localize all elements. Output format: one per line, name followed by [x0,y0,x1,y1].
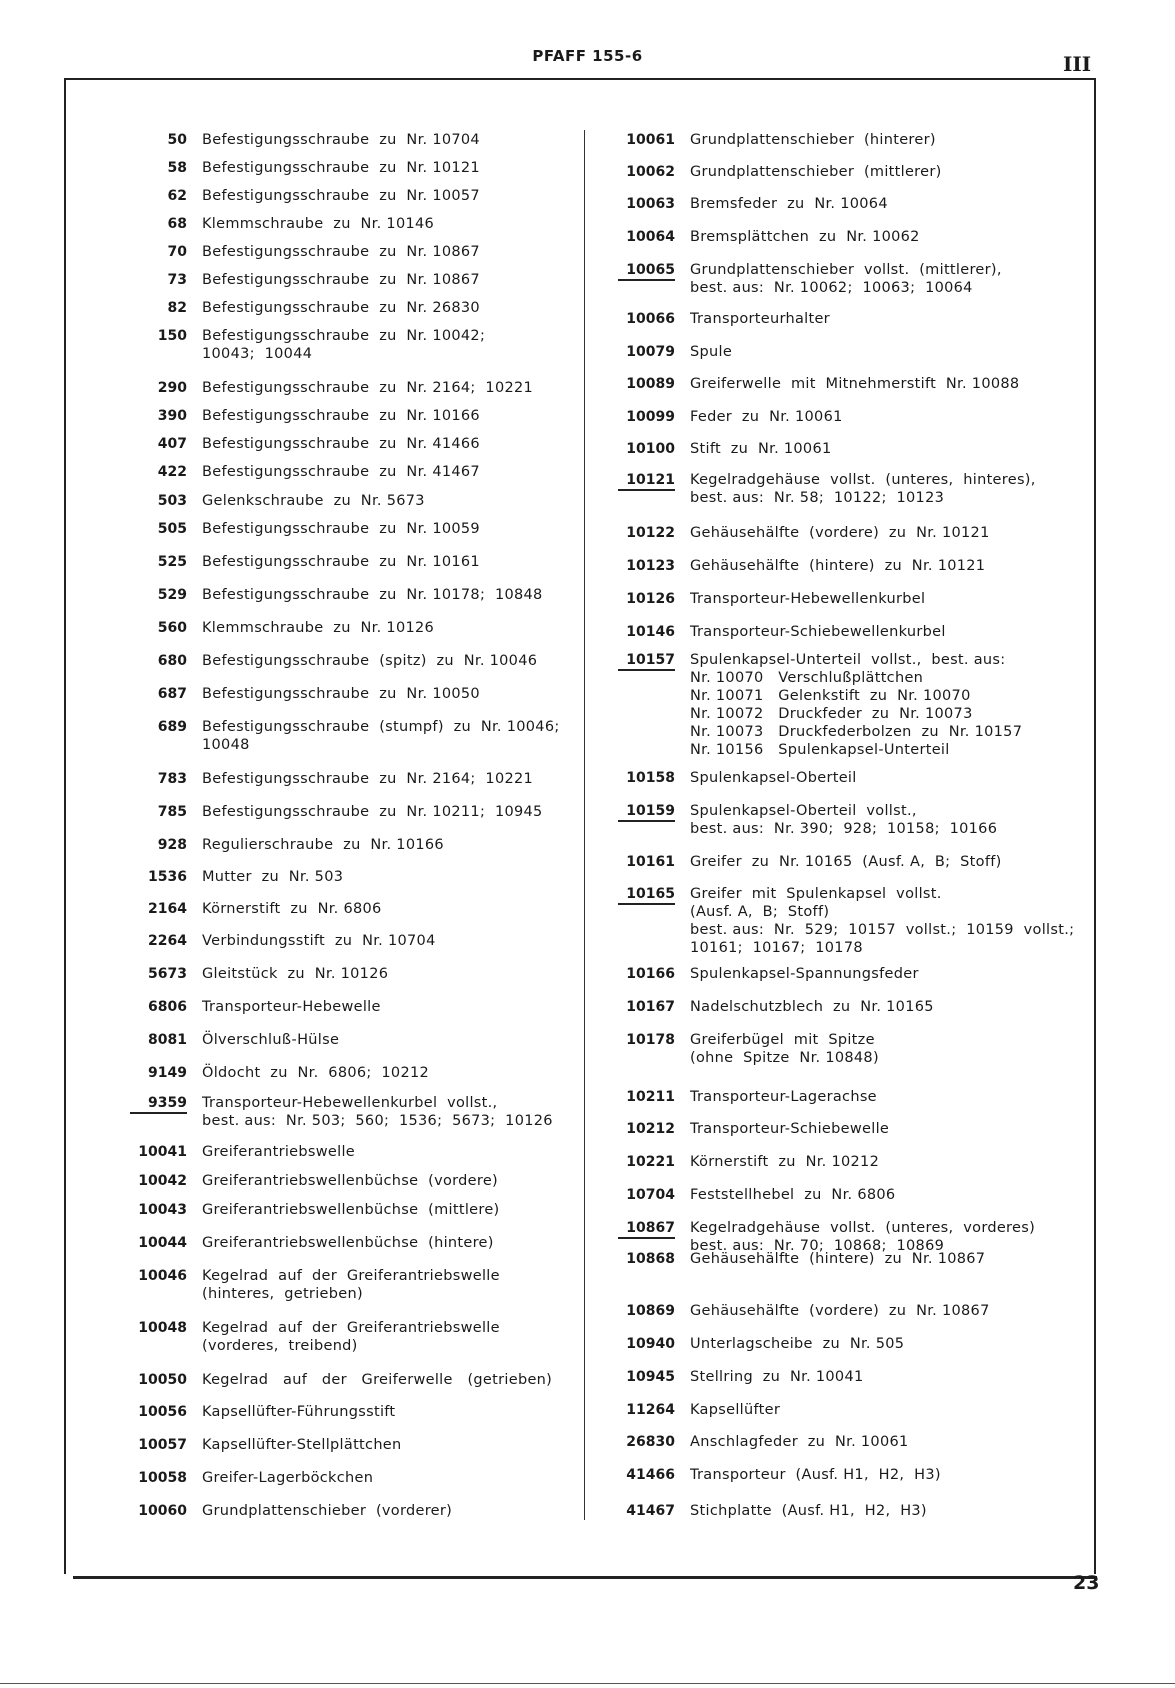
part-number: 505 [157,521,187,537]
part-description-line: Befestigungsschraube (stumpf) zu Nr. 10046; [202,719,560,735]
part-description-line: Körnerstift zu Nr. 10212 [690,1154,880,1170]
part-number: 10041 [138,1144,187,1160]
part-description [202,553,570,571]
part-description-line: Öldocht zu Nr. 6806; 10212 [202,1065,430,1081]
part-description [202,407,570,425]
part-description-line: Stichplatte (Ausf. H1, H2, H3) [690,1503,927,1519]
part-description-line: best. aus: Nr. 10062; 10063; 10064 [690,280,973,296]
part-description [202,965,570,983]
part-number: 9359 [130,1094,187,1114]
part-description [202,1371,570,1389]
part-description [690,195,1078,213]
part-description [202,770,570,788]
part-description [690,1153,1078,1171]
part-number: 10063 [626,196,675,212]
part-description [202,243,570,261]
part-number: 8081 [148,1032,187,1048]
part-number: 529 [157,587,187,603]
part-description-line: Spule [690,344,733,360]
part-description-line: (vorderes, treibend) [202,1338,358,1354]
part-description-line: best. aus: Nr. 503; 560; 1536; 5673; 10126 [202,1113,553,1129]
part-number: 50 [167,132,187,148]
part-number: 10099 [626,409,675,425]
section-number: III [1063,52,1092,76]
part-description [690,1466,1078,1484]
part-description-line: Befestigungsschraube (spitz) zu Nr. 10046 [202,653,538,669]
part-description-line: Anschlagfeder zu Nr. 10061 [690,1434,909,1450]
part-description [202,998,570,1016]
part-description [202,187,570,205]
part-description-line: best. aus: Nr. 390; 928; 10158; 10166 [690,821,998,837]
part-description [202,1201,570,1219]
part-description-line: Gelenkschraube zu Nr. 5673 [202,493,425,509]
part-number: 68 [167,216,187,232]
part-description [690,471,1078,507]
part-description-line: Greifer mit Spulenkapsel vollst. [690,886,942,902]
frame-bottom-rule [73,1576,1097,1579]
part-description-line: 10161; 10167; 10178 [690,940,863,956]
part-description-line: (Ausf. A, B; Stoff) [690,904,830,920]
part-description [690,1250,1078,1268]
part-description-line: Kapsellüfter-Stellplättchen [202,1437,402,1453]
part-description [202,1172,570,1190]
part-description-line: Kapsellüfter [690,1402,781,1418]
part-description [202,586,570,604]
part-description-line: Gehäusehälfte (vordere) zu Nr. 10121 [690,525,990,541]
part-number: 10061 [626,132,675,148]
part-number: 2164 [148,901,187,917]
part-description-line: Nr. 10070 Verschlußplättchen [690,670,924,686]
part-description-line: Greiferantriebswellenbüchse (vordere) [202,1173,499,1189]
part-number: 10057 [138,1437,187,1453]
part-description-line: Grundplattenschieber vollst. (mittlerer), [690,262,1002,278]
part-description [690,769,1078,787]
part-description [202,652,570,670]
part-number: 9149 [148,1065,187,1081]
part-description-line: Mutter zu Nr. 503 [202,869,344,885]
part-description-line: Greifer-Lagerböckchen [202,1470,374,1486]
part-description-line: (hinteres, getrieben) [202,1286,363,1302]
part-description-line: Bremsplättchen zu Nr. 10062 [690,229,920,245]
part-number: 10161 [626,854,675,870]
part-description-line: Gleitstück zu Nr. 10126 [202,966,389,982]
part-description-line: Stellring zu Nr. 10041 [690,1369,864,1385]
part-number: 10158 [626,770,675,786]
part-description-line: Spulenkapsel-Oberteil vollst., [690,803,917,819]
part-description [690,1502,1078,1520]
part-description-line: Grundplattenschieber (mittlerer) [690,164,942,180]
part-description-line: Befestigungsschraube zu Nr. 10050 [202,686,480,702]
part-description-line: Regulierschraube zu Nr. 10166 [202,837,444,853]
part-description [202,1143,570,1161]
part-description-line: Greiferantriebswellenbüchse (mittlere) [202,1202,500,1218]
part-number: 10065 [618,261,675,281]
part-description [690,853,1078,871]
part-description [202,299,570,317]
part-description [202,271,570,289]
part-number: 928 [157,837,187,853]
part-description [690,163,1078,181]
part-description-line: Kegelrad auf der Greiferantriebswelle [202,1320,500,1336]
part-description [690,651,1078,759]
part-number: 10211 [626,1089,675,1105]
part-number: 10221 [626,1154,675,1170]
part-number: 525 [157,554,187,570]
part-description [202,463,570,481]
part-description [690,1031,1078,1067]
part-number: 41466 [626,1467,675,1483]
part-description-line: Greifer zu Nr. 10165 (Ausf. A, B; Stoff) [690,854,1002,870]
column-divider [584,130,585,1520]
part-description-line: Verbindungsstift zu Nr. 10704 [202,933,436,949]
part-number: 62 [167,188,187,204]
part-number: 560 [157,620,187,636]
part-number: 58 [167,160,187,176]
part-number: 10064 [626,229,675,245]
part-description [690,131,1078,149]
part-description-line: Befestigungsschraube zu Nr. 41467 [202,464,480,480]
part-description-line: Klemmschraube zu Nr. 10126 [202,620,435,636]
part-number: 785 [157,804,187,820]
part-description [690,1401,1078,1419]
part-number: 503 [157,493,187,509]
part-number: 1536 [148,869,187,885]
part-description [690,1120,1078,1138]
part-description [690,440,1078,458]
part-description [690,1368,1078,1386]
part-number: 783 [157,771,187,787]
part-number: 10159 [618,802,675,822]
part-number: 10042 [138,1173,187,1189]
part-description-line: Transporteur (Ausf. H1, H2, H3) [690,1467,941,1483]
part-number: 10869 [626,1303,675,1319]
part-number: 10165 [618,885,675,905]
part-description [690,408,1078,426]
part-description-line: (ohne Spitze Nr. 10848) [690,1050,879,1066]
part-description-line: Kegelrad auf der Greiferantriebswelle [202,1268,500,1284]
part-description-line: Befestigungsschraube zu Nr. 10211; 10945 [202,804,543,820]
part-description-line: Nr. 10071 Gelenkstift zu Nr. 10070 [690,688,971,704]
part-number: 290 [157,380,187,396]
part-number: 26830 [626,1434,675,1450]
part-description-line: Greiferantriebswelle [202,1144,356,1160]
part-description [690,998,1078,1016]
part-description-line: Befestigungsschraube zu Nr. 10867 [202,272,480,288]
part-description-line: best. aus: Nr. 70; 10868; 10869 [690,1238,945,1254]
part-number: 2264 [148,933,187,949]
part-description [690,524,1078,542]
part-description [202,1502,570,1520]
part-description [690,261,1078,297]
part-description [202,1234,570,1252]
part-description-line: Befestigungsschraube zu Nr. 10704 [202,132,480,148]
part-description-line: Greiferantriebswellenbüchse (hintere) [202,1235,494,1251]
part-number: 10060 [138,1503,187,1519]
page-header-title: PFAFF 155-6 [532,47,643,65]
part-description-line: Befestigungsschraube zu Nr. 10042; [202,328,486,344]
part-description-line: Transporteur-Hebewellenkurbel vollst., [202,1095,498,1111]
part-number: 10050 [138,1372,187,1388]
part-number: 10126 [626,591,675,607]
part-number: 70 [167,244,187,260]
part-description-line: Ölverschluß-Hülse [202,1032,340,1048]
part-description [202,1403,570,1421]
part-number: 10212 [626,1121,675,1137]
part-description [202,718,570,754]
part-number: 407 [157,436,187,452]
page-number: 23 [1073,1572,1100,1594]
part-description [690,623,1078,641]
part-description [202,868,570,886]
part-description-line: 10043; 10044 [202,346,313,362]
part-description [202,1319,570,1355]
part-description [202,932,570,950]
part-description [202,520,570,538]
part-description [202,435,570,453]
part-description-line: Greiferbügel mit Spitze [690,1032,875,1048]
part-number: 10058 [138,1470,187,1486]
part-number: 10100 [626,441,675,457]
part-number: 10044 [138,1235,187,1251]
part-description [202,1469,570,1487]
part-description-line: Kegelradgehäuse vollst. (unteres, vorderes) [690,1220,1036,1236]
part-number: 10056 [138,1404,187,1420]
part-description-line: Transporteur-Hebewellenkurbel [690,591,926,607]
part-description [690,557,1078,575]
part-description-line: Spulenkapsel-Unterteil vollst., best. aus: [690,652,1006,668]
part-description [690,1088,1078,1106]
part-number: 6806 [148,999,187,1015]
part-number: 10166 [626,966,675,982]
part-description-line: Kegelrad auf der Greiferwelle (getrieben) [202,1372,553,1388]
part-description-line: Gehäusehälfte (vordere) zu Nr. 10867 [690,1303,990,1319]
part-description-line: Befestigungsschraube zu Nr. 2164; 10221 [202,380,534,396]
part-number: 390 [157,408,187,424]
part-description-line: best. aus: Nr. 529; 10157 vollst.; 10159 vollst.; [690,922,1075,938]
part-description [202,215,570,233]
part-number: 10867 [618,1219,675,1239]
part-description [690,310,1078,328]
part-number: 10079 [626,344,675,360]
part-number: 10940 [626,1336,675,1352]
part-description [202,131,570,149]
part-description [202,685,570,703]
part-description-line: Nadelschutzblech zu Nr. 10165 [690,999,934,1015]
part-description-line: Transporteur-Lagerachse [690,1089,877,1105]
part-description-line: Nr. 10073 Druckfederbolzen zu Nr. 10157 [690,724,1023,740]
part-description [202,1064,570,1082]
part-description-line: Nr. 10072 Druckfeder zu Nr. 10073 [690,706,973,722]
part-number: 10704 [626,1187,675,1203]
part-description [690,965,1078,983]
part-number: 5673 [148,966,187,982]
part-description-line: Befestigungsschraube zu Nr. 10178; 10848 [202,587,543,603]
part-description-line: Stift zu Nr. 10061 [690,441,832,457]
part-number: 680 [157,653,187,669]
part-description [202,492,570,510]
part-description-line: Unterlagscheibe zu Nr. 505 [690,1336,905,1352]
part-number: 73 [167,272,187,288]
part-description-line: Befestigungsschraube zu Nr. 26830 [202,300,480,316]
part-description-line: Greiferwelle mit Mitnehmerstift Nr. 10088 [690,376,1020,392]
part-description-line: Befestigungsschraube zu Nr. 10057 [202,188,480,204]
part-number: 422 [157,464,187,480]
part-number: 41467 [626,1503,675,1519]
part-description [202,159,570,177]
part-number: 10178 [626,1032,675,1048]
part-description-line: Spulenkapsel-Spannungsfeder [690,966,919,982]
part-description-line: Transporteurhalter [690,311,830,327]
part-number: 82 [167,300,187,316]
part-description [690,885,1078,957]
part-description [690,1433,1078,1451]
part-number: 10043 [138,1202,187,1218]
part-description [690,375,1078,393]
part-description [202,1436,570,1454]
part-number: 10167 [626,999,675,1015]
part-description [202,836,570,854]
part-description [202,619,570,637]
part-description-line: Kegelradgehäuse vollst. (unteres, hinteres), [690,472,1036,488]
part-number: 10066 [626,311,675,327]
part-number: 10123 [626,558,675,574]
part-description [202,900,570,918]
part-number: 10046 [138,1268,187,1284]
part-description-line: best. aus: Nr. 58; 10122; 10123 [690,490,945,506]
part-description-line: Befestigungsschraube zu Nr. 10161 [202,554,480,570]
part-description [202,379,570,397]
part-number: 10945 [626,1369,675,1385]
part-number: 11264 [626,1402,675,1418]
part-number: 10122 [626,525,675,541]
part-description [202,1267,570,1303]
part-description [202,1031,570,1049]
part-number: 687 [157,686,187,702]
part-description [202,803,570,821]
part-description-line: Nr. 10156 Spulenkapsel-Unterteil [690,742,950,758]
part-description-line: Befestigungsschraube zu Nr. 41466 [202,436,480,452]
part-description-line: Grundplattenschieber (vorderer) [202,1503,453,1519]
part-description-line: Befestigungsschraube zu Nr. 10121 [202,160,480,176]
part-number: 10089 [626,376,675,392]
part-description [690,590,1078,608]
part-description [202,1094,570,1130]
part-description [690,228,1078,246]
part-description-line: Feststellhebel zu Nr. 6806 [690,1187,896,1203]
part-description-line: Körnerstift zu Nr. 6806 [202,901,382,917]
part-description-line: Feder zu Nr. 10061 [690,409,843,425]
part-number: 150 [157,328,187,344]
part-description-line: Spulenkapsel-Oberteil [690,770,857,786]
part-description-line: Befestigungsschraube zu Nr. 10059 [202,521,480,537]
part-number: 10062 [626,164,675,180]
part-description [690,343,1078,361]
part-description-line: Grundplattenschieber (hinterer) [690,132,936,148]
part-description [690,1335,1078,1353]
part-description-line: Bremsfeder zu Nr. 10064 [690,196,888,212]
part-description-line: 10048 [202,737,250,753]
part-description [690,1186,1078,1204]
part-description-line: Transporteur-Hebewelle [202,999,381,1015]
part-description-line: Befestigungsschraube zu Nr. 10166 [202,408,480,424]
part-description [202,327,570,363]
part-description-line: Transporteur-Schiebewelle [690,1121,890,1137]
part-description-line: Befestigungsschraube zu Nr. 2164; 10221 [202,771,534,787]
part-description-line: Transporteur-Schiebewellenkurbel [690,624,946,640]
part-number: 10121 [618,471,675,491]
part-description [690,1302,1078,1320]
part-description-line: Gehäusehälfte (hintere) zu Nr. 10121 [690,558,986,574]
part-number: 10157 [618,651,675,671]
part-number: 10868 [626,1251,675,1267]
footer-rule [0,1683,1175,1684]
part-description [690,802,1078,838]
part-number: 10146 [626,624,675,640]
part-description-line: Befestigungsschraube zu Nr. 10867 [202,244,480,260]
part-number: 689 [157,719,187,735]
part-number: 10048 [138,1320,187,1336]
part-description-line: Gehäusehälfte (hintere) zu Nr. 10867 [690,1251,986,1267]
part-description-line: Kapsellüfter-Führungsstift [202,1404,396,1420]
part-description-line: Klemmschraube zu Nr. 10146 [202,216,435,232]
